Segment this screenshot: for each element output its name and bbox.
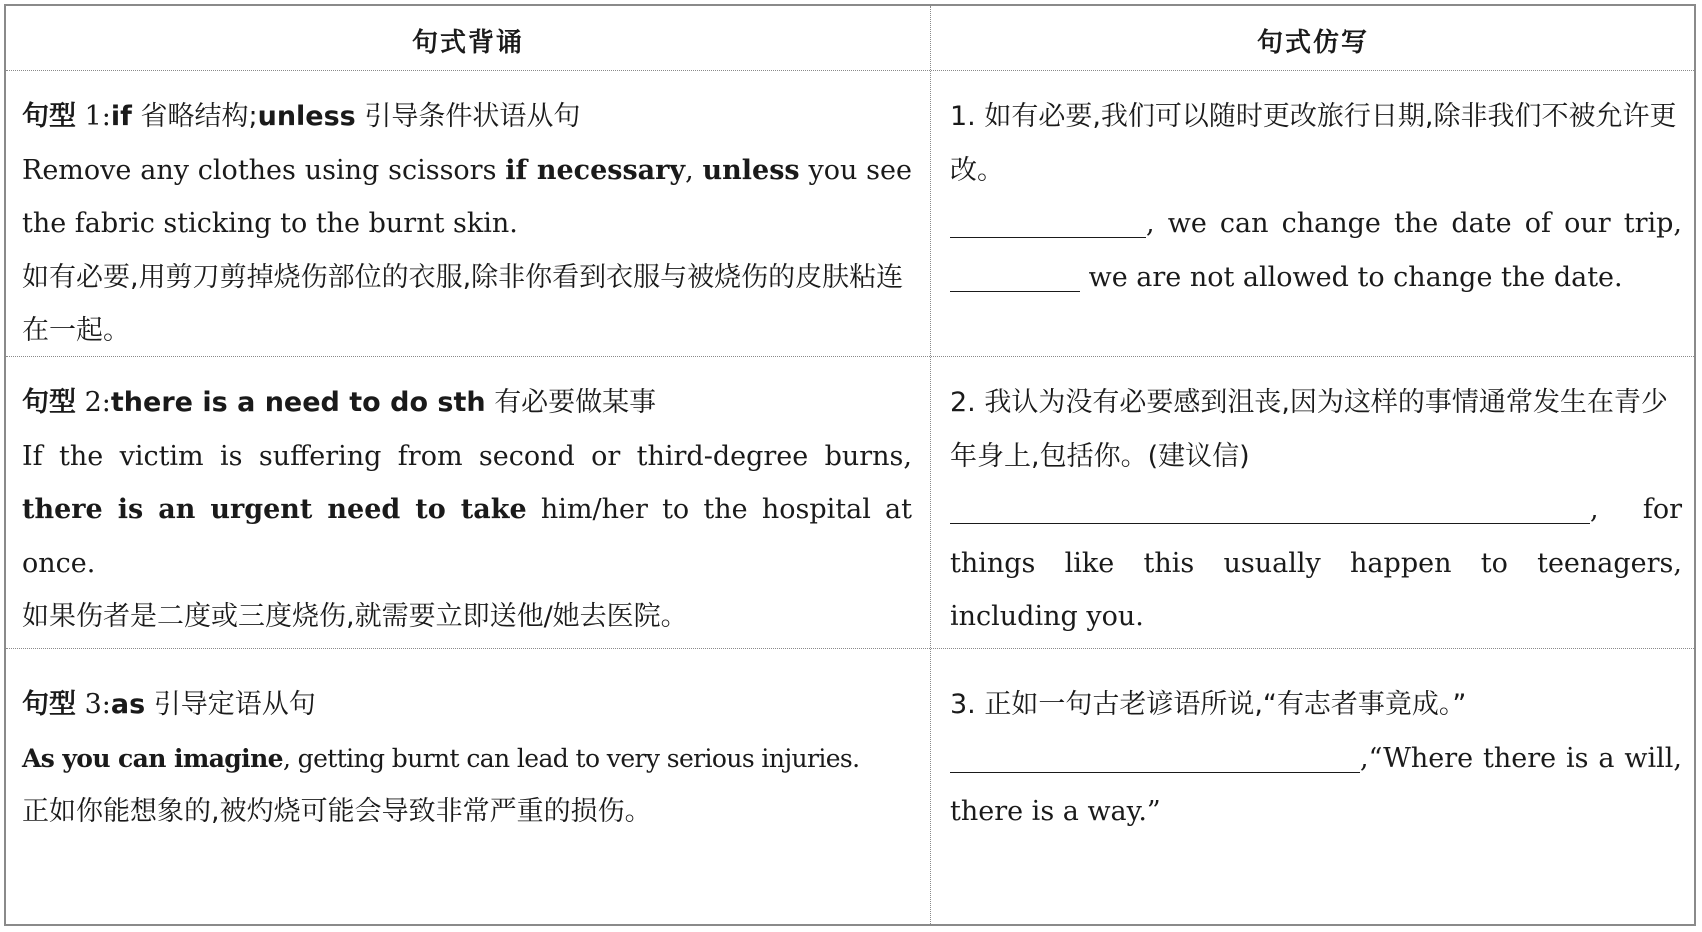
pattern-keyword: if xyxy=(110,101,132,132)
answer-blank[interactable] xyxy=(950,201,1146,238)
pattern-keyword: unless xyxy=(257,101,356,132)
pattern-text: 有必要做某事 xyxy=(494,387,657,418)
pattern-number: 2: xyxy=(84,387,111,418)
row-3-recite-cell xyxy=(22,678,912,839)
pattern-title xyxy=(22,90,912,144)
sentence-text: , xyxy=(685,154,694,186)
exercise-text: , we can change the date of our trip, xyxy=(1146,208,1682,239)
sentence-text: If the victim is suffering from second or third-degree burns, xyxy=(22,440,912,472)
exercise-text: ,“Where there is a xyxy=(1360,742,1615,774)
sentence-keyword: if necessary xyxy=(505,154,686,186)
exercise-answer xyxy=(950,197,1682,304)
sentence-pattern-table xyxy=(4,4,1696,926)
exercise-text: will, there is a way.” xyxy=(950,742,1682,827)
pattern-text: 引导定语从句 xyxy=(153,689,316,720)
exercise-prompt: 2. 我认为没有必要感到沮丧,因为这样的事情通常发生在青少年身上,包括你。(建议信) xyxy=(950,387,1668,472)
pattern-title xyxy=(22,678,912,732)
sentence-text: you see the fabric sticking to the burnt skin. xyxy=(22,154,912,239)
answer-blank[interactable] xyxy=(950,255,1080,292)
chinese-translation: 如果伤者是二度或三度烧伤,就需要立即送他/她去医院。 xyxy=(22,601,688,632)
pattern-text: 引导条件状语从句 xyxy=(364,101,581,132)
answer-blank[interactable] xyxy=(950,487,1590,524)
row-2-imitate-cell xyxy=(950,376,1682,644)
pattern-label: 句型 xyxy=(22,387,76,418)
row-3-imitate-cell xyxy=(950,678,1682,839)
pattern-keyword: there is a need to do sth xyxy=(110,387,486,418)
row-1-imitate-cell xyxy=(950,90,1682,304)
sentence-text: Remove any clothes using scissors xyxy=(22,154,497,186)
row-2-recite-cell xyxy=(22,376,912,644)
exercise-text: things like this usually happen to teenagers, including you. xyxy=(950,547,1682,632)
sentence-text: , getting burnt can lead to very serious injuries. xyxy=(282,743,860,773)
sentence-keyword: there is an urgent need to take xyxy=(22,494,527,525)
chinese-translation: 如有必要,用剪刀剪掉烧伤部位的衣服,除非你看到衣服与被烧伤的皮肤粘连在一起。 xyxy=(22,261,904,346)
english-sentence xyxy=(22,732,912,786)
exercise-text: , for xyxy=(1590,494,1682,525)
pattern-keyword: as xyxy=(110,689,146,720)
header-left: 句式背诵 xyxy=(411,27,524,58)
chinese-translation: 正如你能想象的,被灼烧可能会导致非常严重的损伤。 xyxy=(22,796,652,827)
english-sentence xyxy=(22,144,912,251)
exercise-answer xyxy=(950,732,1682,839)
header-right: 句式仿写 xyxy=(1256,27,1369,58)
exercise-text: we are not allowed to change the date. xyxy=(1088,261,1623,293)
english-sentence xyxy=(22,430,912,591)
exercise-prompt: 3. 正如一句古老谚语所说,“有志者事竟成。” xyxy=(950,689,1467,720)
exercise-prompt: 1. 如有必要,我们可以随时更改旅行日期,除非我们不被允许更改。 xyxy=(950,101,1677,186)
answer-blank[interactable] xyxy=(950,736,1360,773)
pattern-label: 句型 xyxy=(22,689,76,720)
pattern-number: 3: xyxy=(84,689,111,720)
exercise-answer xyxy=(950,483,1682,644)
row-divider xyxy=(6,648,1694,649)
sentence-keyword: As you can imagine xyxy=(22,743,283,773)
column-divider xyxy=(930,6,931,924)
sentence-text: him/her to the hospital at once. xyxy=(22,494,912,579)
pattern-label: 句型 xyxy=(22,101,76,132)
pattern-number: 1: xyxy=(84,101,111,132)
pattern-title xyxy=(22,376,912,430)
row-1-recite-cell xyxy=(22,90,912,358)
sentence-keyword: unless xyxy=(702,154,800,186)
pattern-text: 省略结构; xyxy=(140,101,258,132)
